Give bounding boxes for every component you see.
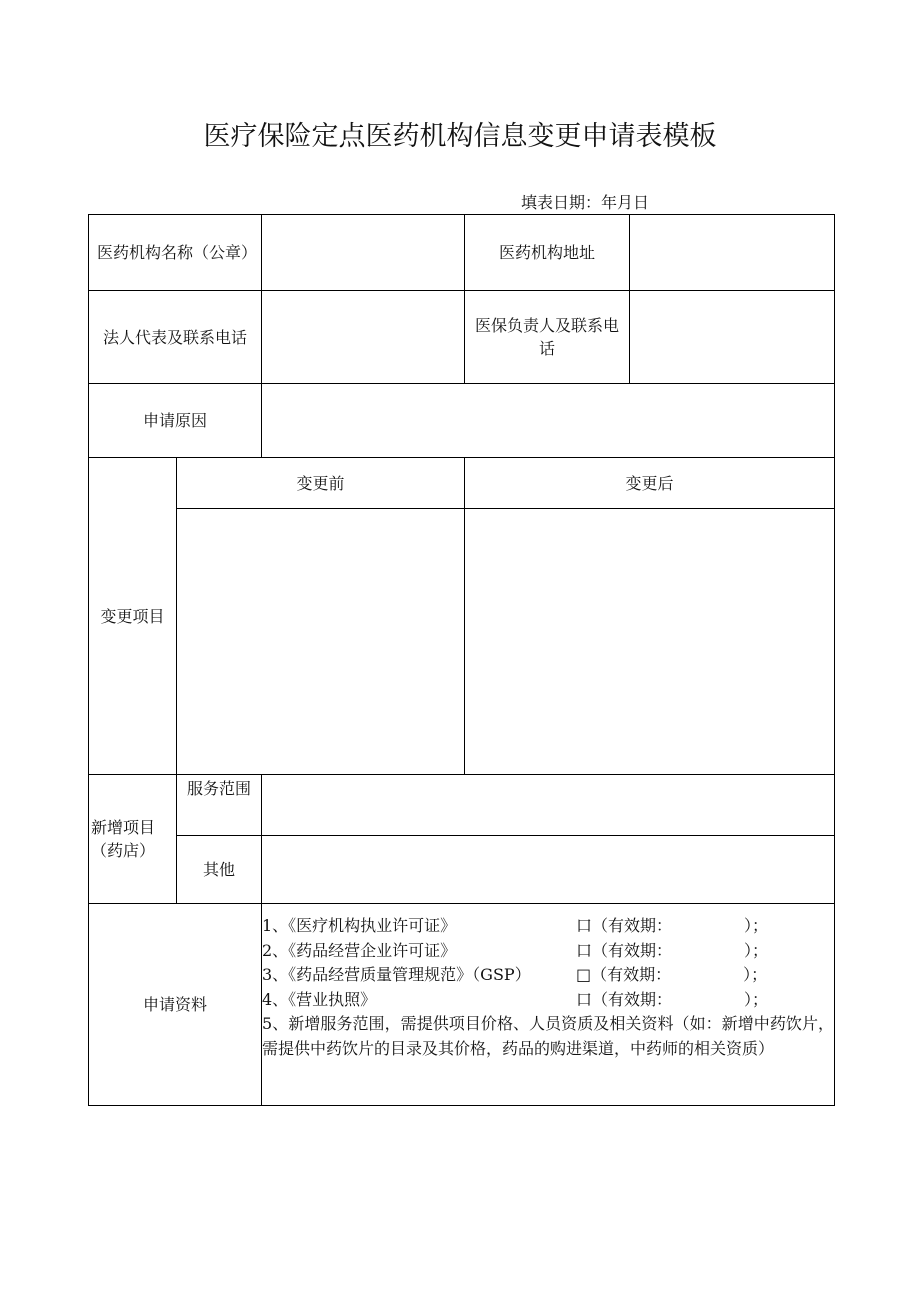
before-field[interactable] xyxy=(177,509,464,774)
materials-label: 申请资料 xyxy=(142,995,207,1014)
materials-note: 5、新增服务范围，需提供项目价格、人员资质及相关资料（如：新增中药饮片，需提供中药饮片的目录及其价格，药品的购进渠道，中药师的相关资质） xyxy=(262,1014,834,1058)
reason-field[interactable] xyxy=(262,384,834,457)
reason-label: 申请原因 xyxy=(142,411,207,430)
new-item-label: 新增项目（药店） xyxy=(91,818,156,860)
institution-address-field[interactable] xyxy=(630,215,834,290)
insurance-head-label: 医保负责人及联系电话 xyxy=(474,316,619,358)
legal-rep-field[interactable] xyxy=(262,291,464,383)
service-scope-field[interactable] xyxy=(262,775,834,835)
material-validity-checkbox[interactable]: □（有效期： ）； xyxy=(576,965,768,984)
institution-name-label: 医药机构名称（公章） xyxy=(97,243,258,262)
material-item: 1、《医疗机构执业许可证》 口（有效期： ）； xyxy=(262,914,834,939)
page-title: 医疗保险定点医药机构信息变更申请表模板 xyxy=(203,121,717,152)
after-header: 变更后 xyxy=(625,473,674,493)
fill-date-label: 填表日期：年月日 xyxy=(521,193,650,212)
institution-address-label: 医药机构地址 xyxy=(498,243,595,262)
other-label: 其他 xyxy=(202,860,235,879)
after-field[interactable] xyxy=(465,509,834,774)
material-validity-checkbox[interactable]: 口（有效期： ）； xyxy=(576,940,769,960)
material-item: 2、《药品经营企业许可证》 口（有效期： ）； xyxy=(262,939,834,964)
service-scope-label: 服务范围 xyxy=(186,779,251,798)
before-header: 变更前 xyxy=(296,473,345,493)
material-validity-checkbox[interactable]: 口（有效期： ）； xyxy=(576,916,769,935)
insurance-head-field[interactable] xyxy=(630,291,834,383)
materials-list xyxy=(262,914,834,1061)
institution-name-field[interactable] xyxy=(262,215,464,290)
change-item-label: 变更项目 xyxy=(100,606,165,626)
material-validity-checkbox[interactable]: 口（有效期： ）； xyxy=(576,989,769,1009)
other-field[interactable] xyxy=(262,836,834,903)
legal-rep-label: 法人代表及联系电话 xyxy=(102,327,247,347)
material-item: 3、《药品经营质量管理规范》（GSP） □（有效期： ）； xyxy=(262,963,834,988)
material-item: 4、《营业执照》 口（有效期： ）； xyxy=(262,988,834,1013)
